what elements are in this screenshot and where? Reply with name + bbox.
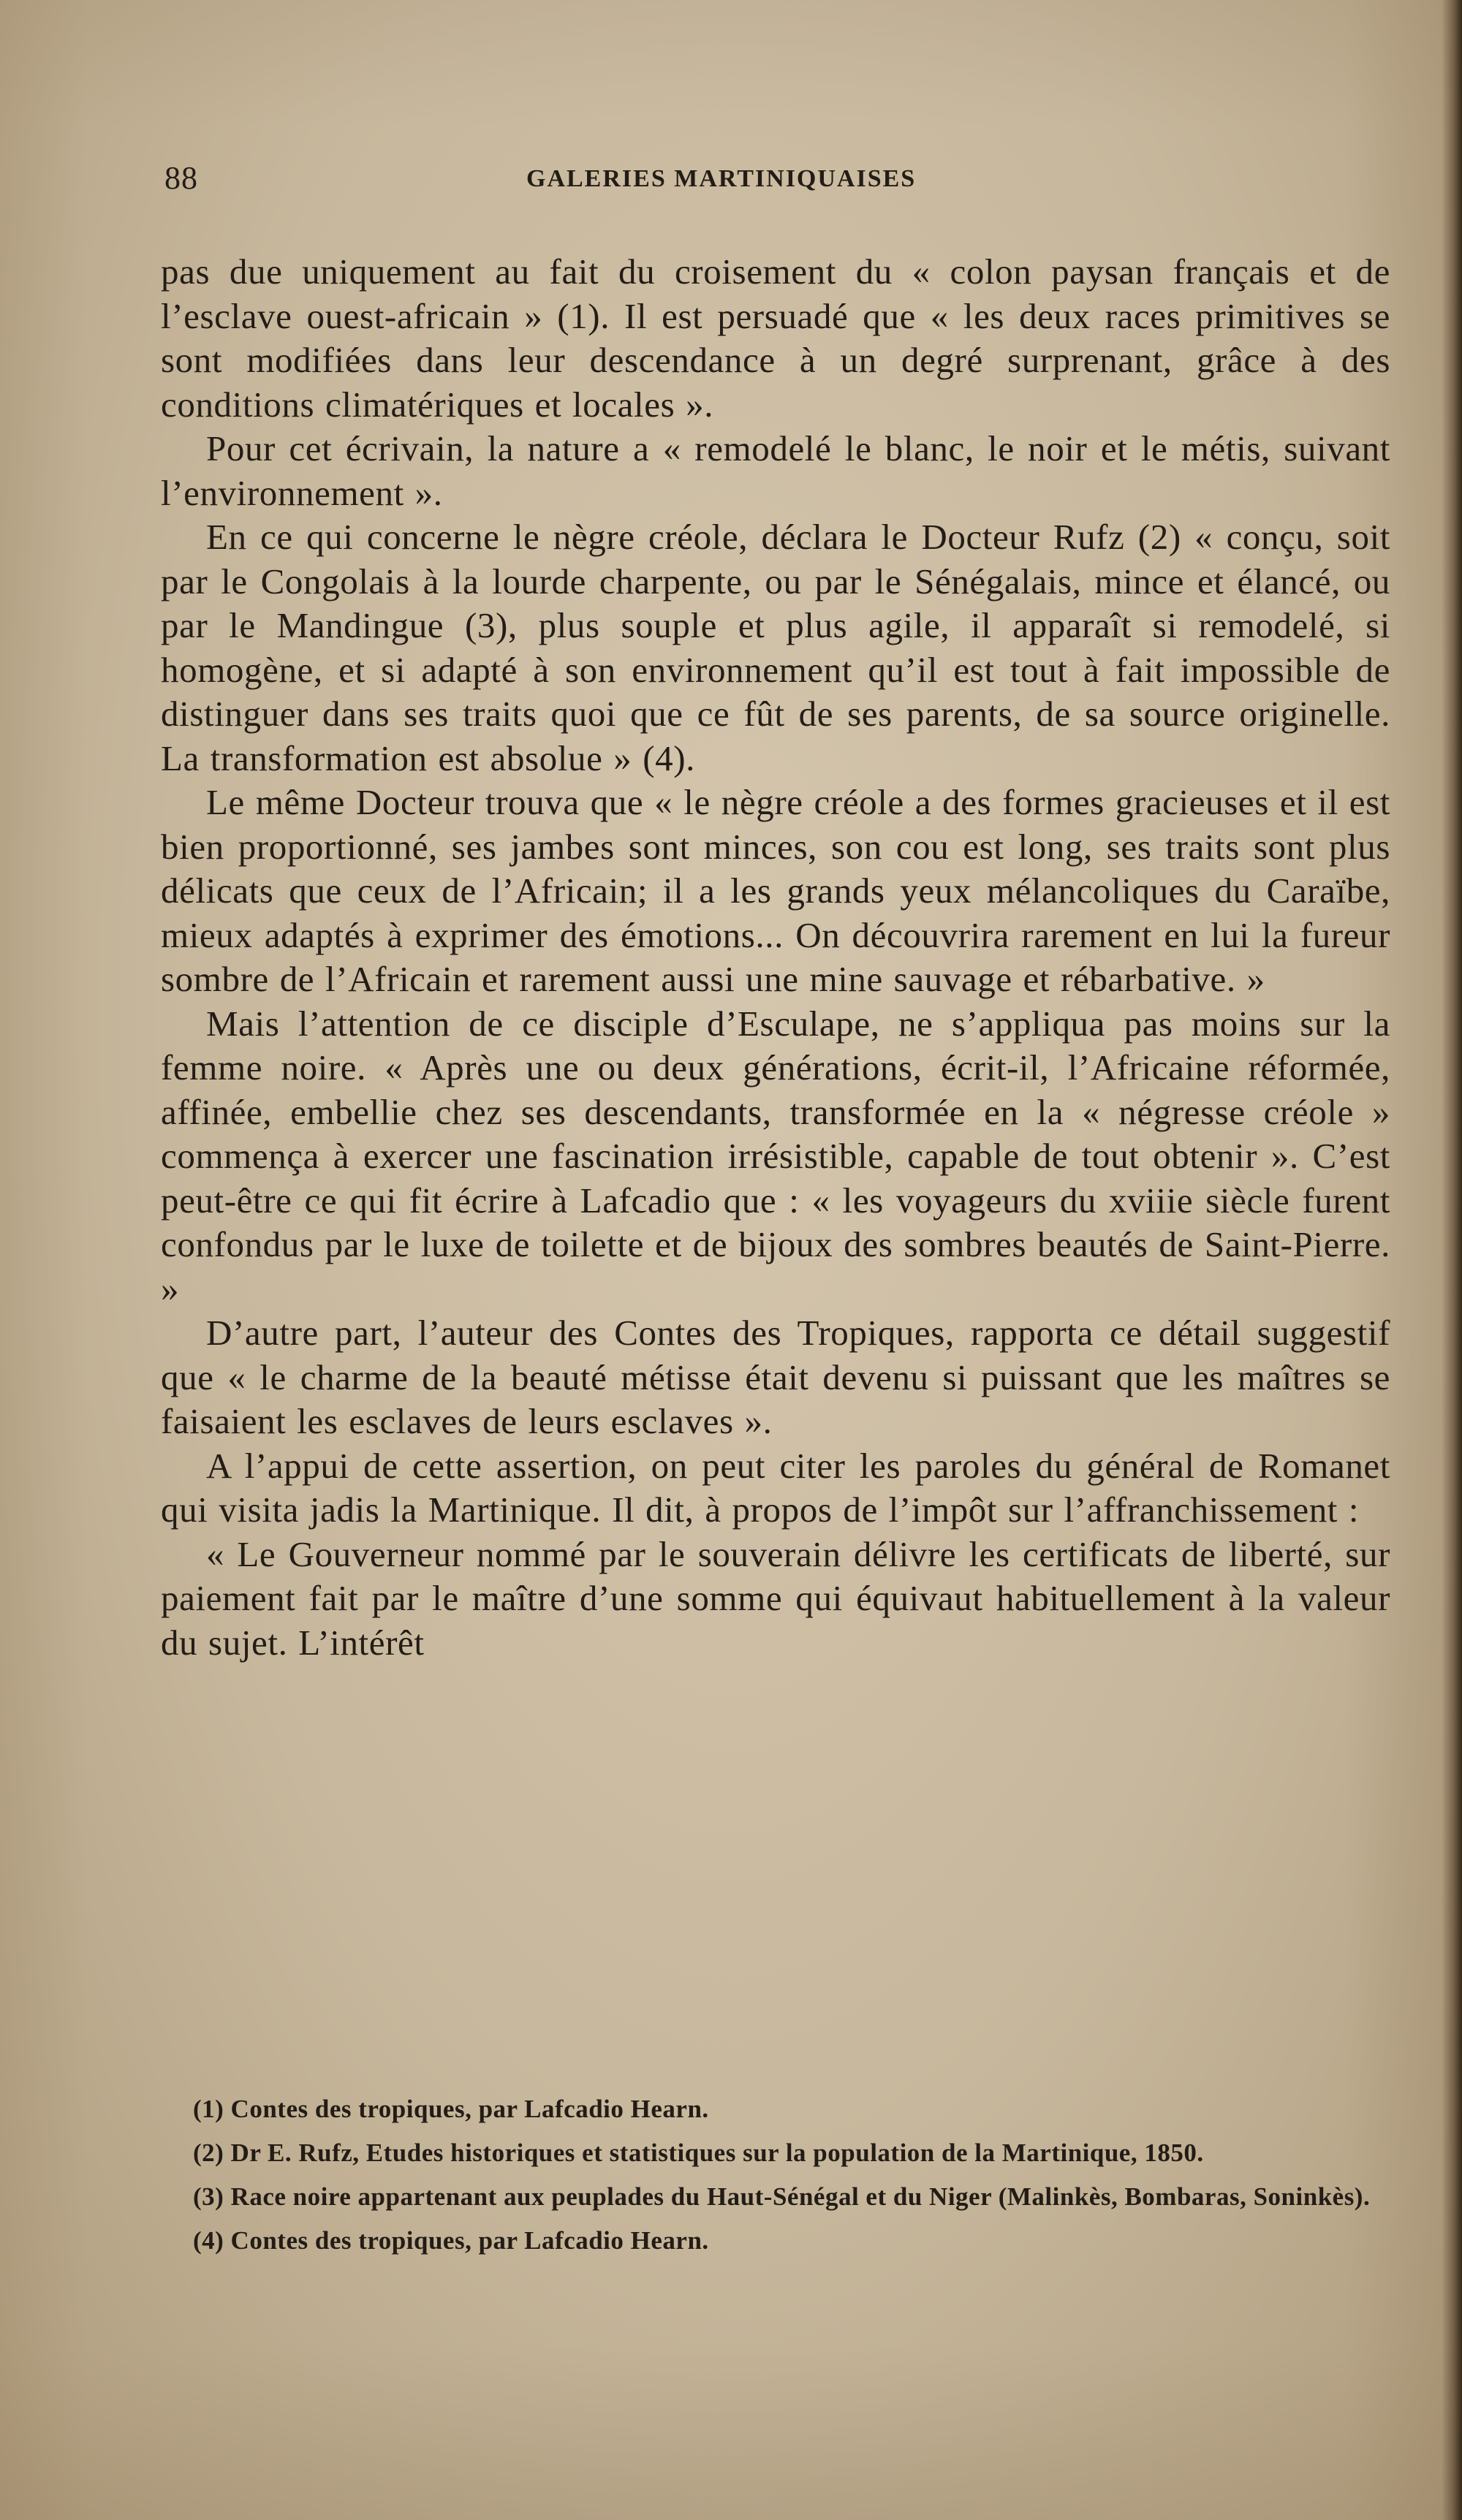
paragraph: En ce qui concerne le nègre créole, déclara le Docteur Rufz (2) « conçu, soit par le Congolais à la lourde charpente, ou par le Sénégalais, mince et élancé, ou par le Mandingue (3), plus souple et plus agile, il apparaît si remodelé, si homogène, et si adapté à son environnement qu’il est tout à fait impossible de distinguer dans ses traits quoi que ce fût de ses parents, de sa source originelle. La transformation est absolue » (4).	[161, 517, 1390, 778]
paragraph: « Le Gouverneur nommé par le souverain délivre les certificats de liberté, sur paiement fait par le maître d’une somme qui équivaut habituellement à la valeur du sujet. L’intérêt	[161, 1533, 1390, 1663]
body-text	[161, 250, 1390, 1665]
page-number: 88	[164, 160, 198, 196]
paragraph: pas due uniquement au fait du croisement du « colon paysan français et de l’esclave ouest-africain » (1). Il est persuadé que « les deux races primitives se sont modifiées dans leur descendance à un degré surprenant, grâce à des conditions climatériques et locales ».	[161, 251, 1390, 425]
paragraph: Pour cet écrivain, la nature a « remodelé le blanc, le noir et le métis, suivant l’environnement ».	[161, 428, 1390, 513]
running-title: GALERIES MARTINIQUAISES	[526, 165, 917, 192]
paragraph: D’autre part, l’auteur des Contes des Tropiques, rapporta ce détail suggestif que « le charme de la beauté métisse était devenu si puissant que les maîtres se faisaient les esclaves de leurs esclaves ».	[161, 1313, 1390, 1441]
paragraph: Mais l’attention de ce disciple d’Esculape, ne s’appliqua pas moins sur la femme noire. « Après une ou deux générations, écrit-il, l’Africaine réformée, affinée, embellie chez ses descendants, transformée en la « négresse créole » commença à exercer une fascination irrésistible, capable de tout obtenir ». C’est peut-être ce qui fit écrire à Lafcadio que : « les voyageurs du xviiie siècle furent confondus par le luxe de toilette et de bijoux des sombres beautés de Saint-Pierre. »	[161, 1003, 1390, 1309]
paragraph: A l’appui de cette assertion, on peut citer les paroles du général de Romanet qui visita jadis la Martinique. Il dit, à propos de l’impôt sur l’affranchissement :	[161, 1445, 1390, 1530]
paragraph: Le même Docteur trouva que « le nègre créole a des formes gracieuses et il est bien proportionné, ses jambes sont minces, son cou est long, ses traits sont plus délicats que ceux de l’Africain; il a les grands yeux mélancoliques du Caraïbe, mieux adaptés à exprimer des émotions... On découvrira rarement en lui la fureur sombre de l’Africain et rarement aussi une mine sauvage et rébarbative. »	[161, 782, 1390, 999]
footnotes	[162, 2096, 1392, 2272]
footnote: (2) Dr E. Rufz, Etudes historiques et statistiques sur la population de la Martinique, 1850.	[193, 2138, 1204, 2167]
page-header	[164, 159, 1393, 203]
footnote: (3) Race noire appartenant aux peuplades du Haut-Sénégal et du Niger (Malinkès, Bombaras, Soninkès).	[193, 2182, 1371, 2211]
page-edge-shadow	[1442, 0, 1462, 2520]
footnote: (4) Contes des tropiques, par Lafcadio Hearn.	[193, 2226, 709, 2255]
footnote: (1) Contes des tropiques, par Lafcadio Hearn.	[193, 2095, 709, 2123]
